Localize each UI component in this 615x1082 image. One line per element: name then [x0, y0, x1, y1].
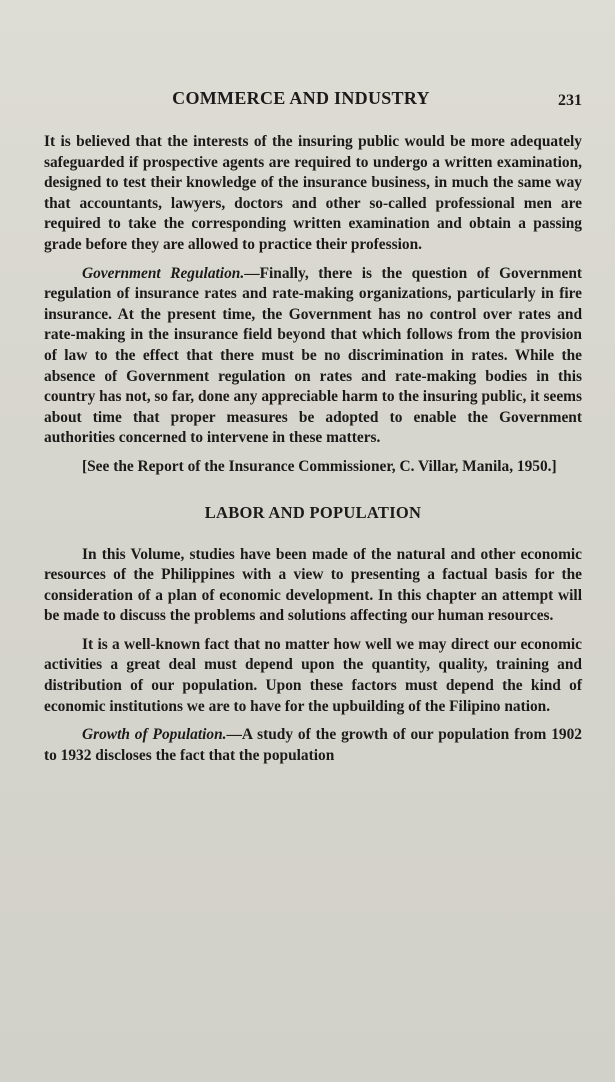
- running-title: COMMERCE AND INDUSTRY: [172, 88, 430, 108]
- run-in-heading-growth: Growth of Population.: [82, 726, 227, 744]
- page-content: [44, 88, 582, 766]
- paragraph-well-known-fact: It is a well-known fact that no matter how well we may direct our economic activities a great deal must depend upon the quantity, quality, training and distribution of our population. Upon these factors must depend the kind of economic institutions we are to have for the upbuilding of the Filipino nation.: [44, 635, 582, 715]
- paragraph-body-growth: —A study of the growth of our population from 1902 to 1932 discloses the fact that the population: [44, 726, 582, 764]
- paragraph-volume-intro: In this Volume, studies have been made of the natural and other economic resources of the Philippines with a view to presenting a factual basis for the consideration of a plan of economic development. In this chapter an attempt will be made to discuss the problems and solutions affecting our human resources.: [44, 545, 582, 625]
- paragraph-examination: It is believed that the interests of the insuring public would be more adequately safeguarded if prospective agents are required to undergo a written examination, designed to test their knowledge of the insurance business, in much the same way that accountants, lawyers, doctors and other so-called professional men are required to take the corresponding written examination and obtain a passing grade before they are allowed to practice their profession.: [44, 133, 582, 253]
- paragraph-growth-of-population: [44, 725, 582, 766]
- citation-note: [See the Report of the Insurance Commissioner, C. Villar, Manila, 1950.]: [82, 457, 557, 475]
- section-heading: LABOR AND POPULATION: [204, 502, 422, 522]
- running-head: [44, 88, 582, 114]
- paragraph-government-regulation: [44, 264, 582, 449]
- run-in-heading-government-regulation: Government Regulation.: [82, 264, 245, 282]
- paragraph-body-government-regulation: —Finally, there is the question of Government regulation of insurance rates and rate-making organizations, particularly in fire insurance. At the present time, the Government has no control over rates and rate-making in the insurance field beyond that which follows from the provision of law to the effect that there must be no discrimination in rates. While the absence of Government regulation on rates and rate-making bodies in this country has not, so far, done any appreciable harm to the insuring public, it seems about time that proper measures be adopted to enable the Government authorities concerned to intervene in these matters.: [44, 264, 583, 447]
- page-number: 231: [558, 92, 582, 109]
